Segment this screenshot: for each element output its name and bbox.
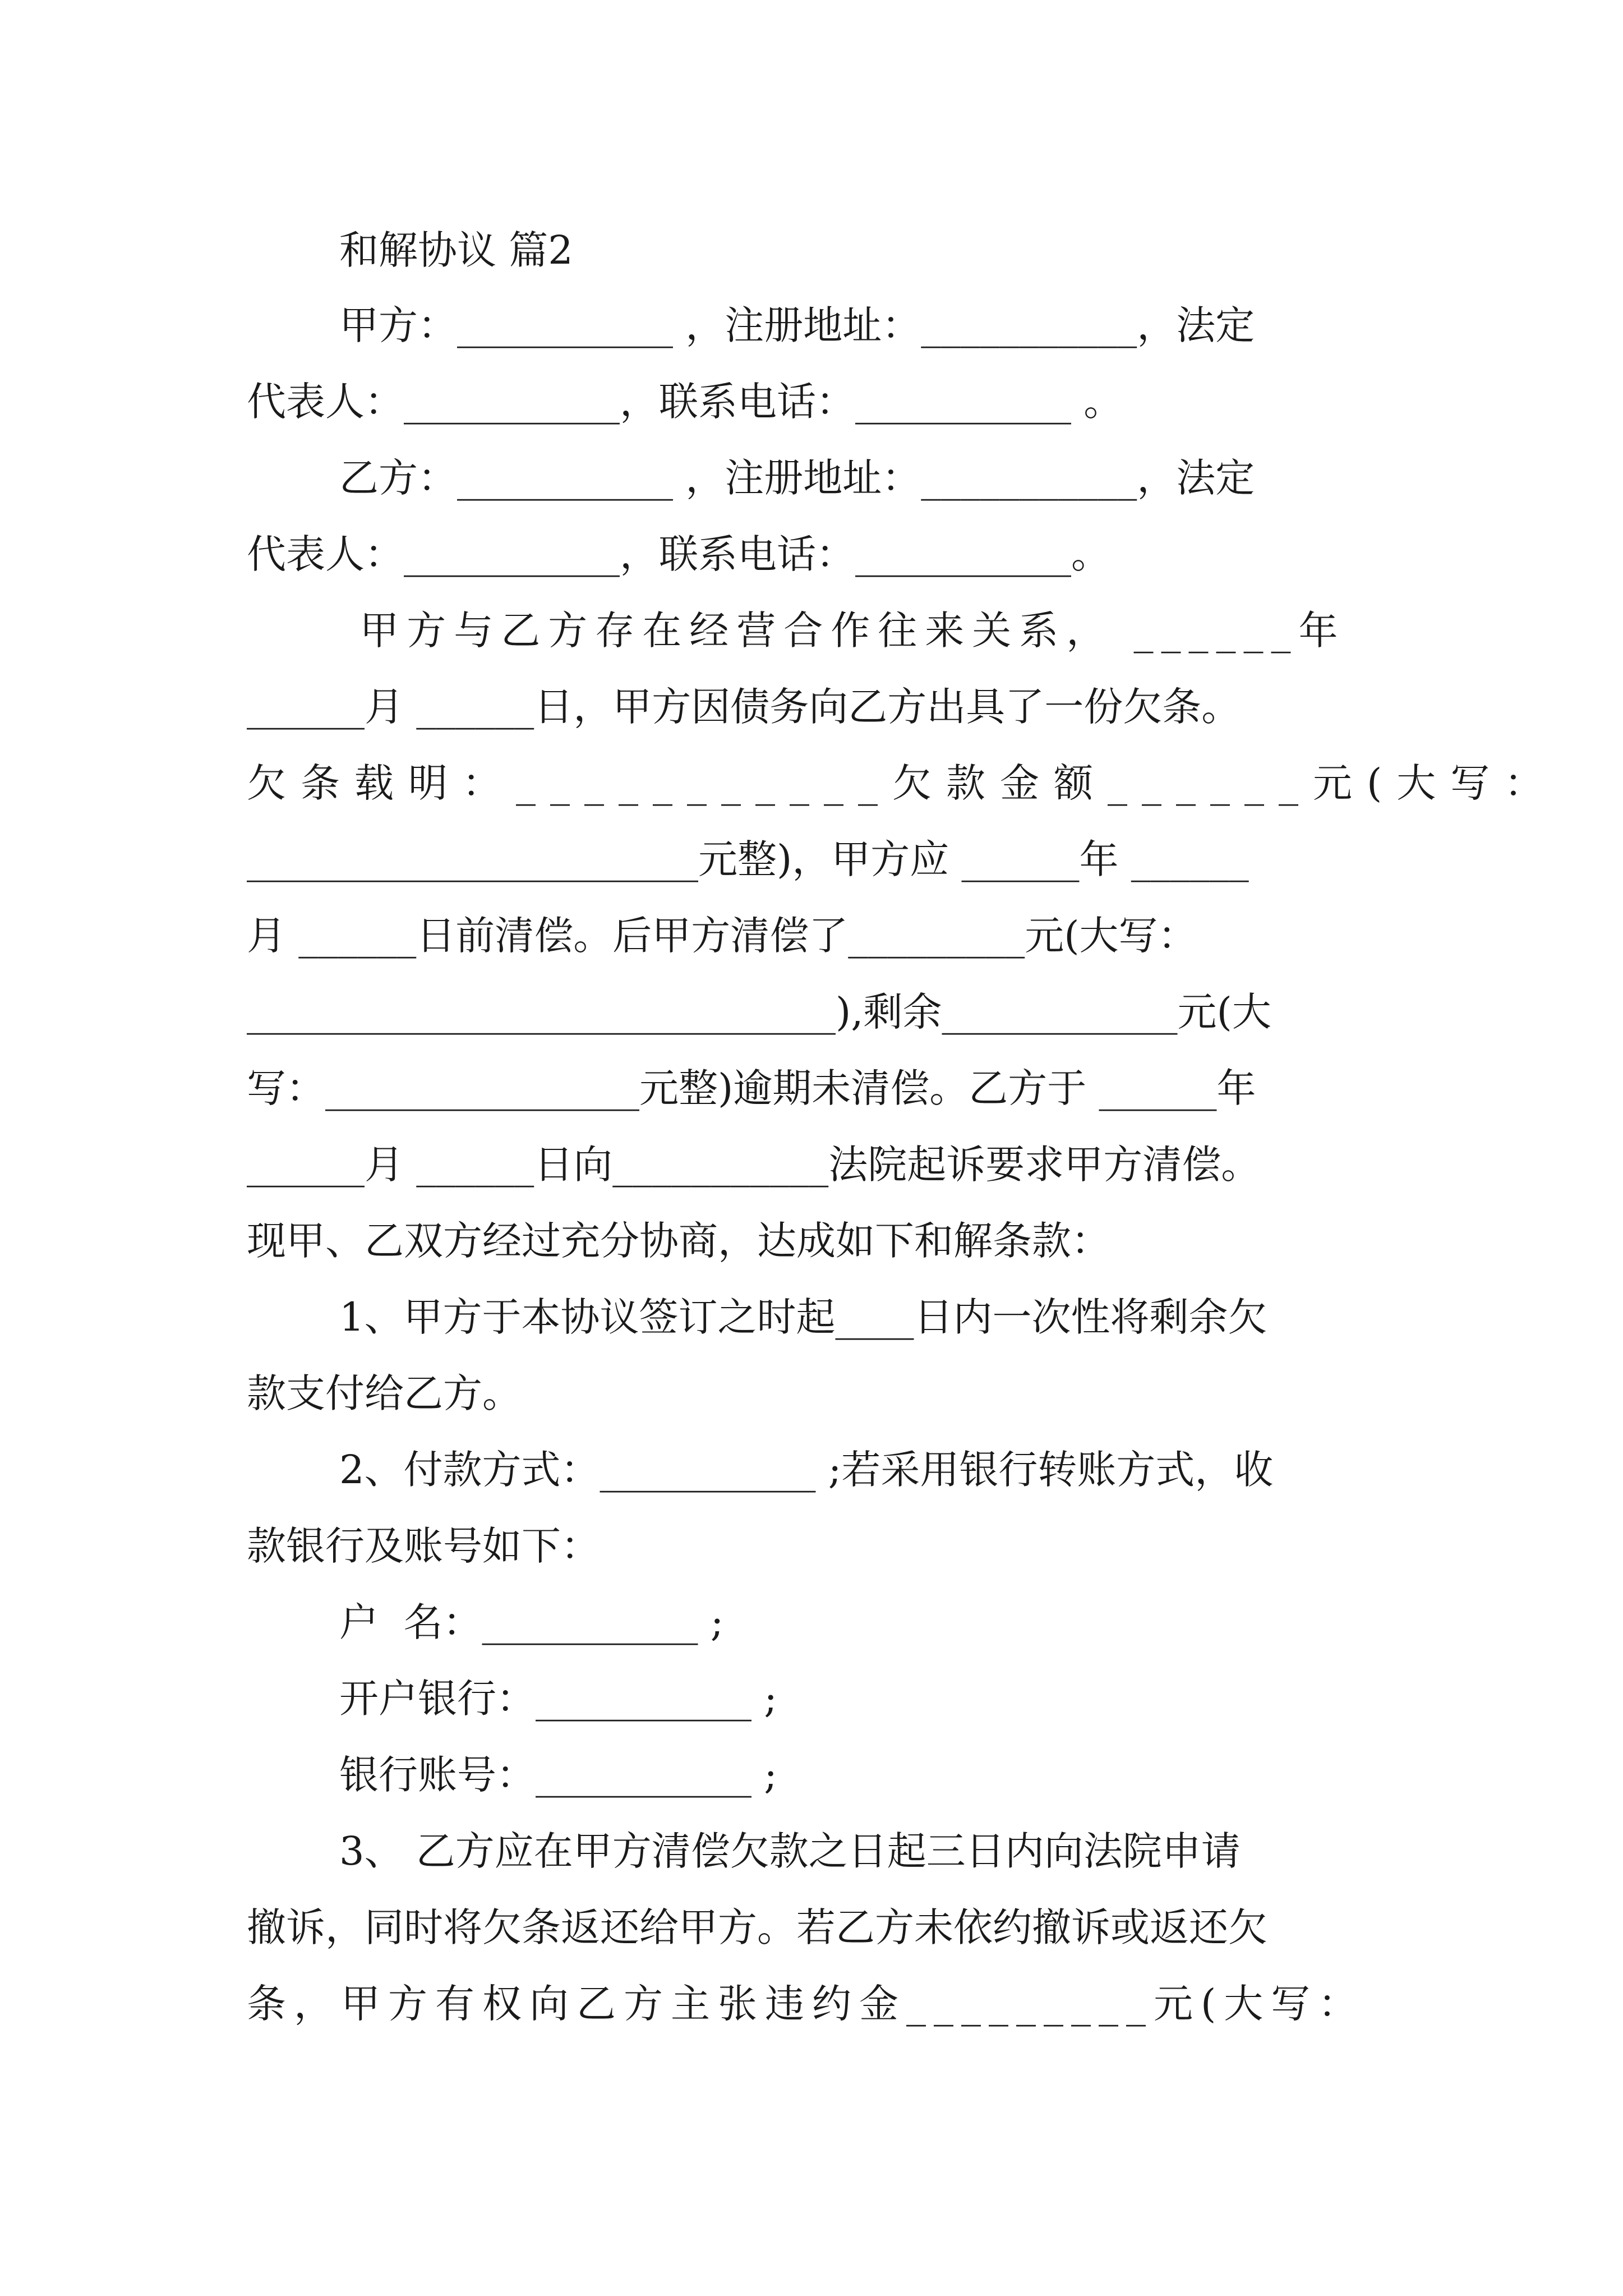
clause-3-line-1: 3、 乙方应在甲方清偿欠款之日起三日内向法院申请: [339, 1828, 1241, 1874]
paragraph-line: ______月 ______日向___________法院起诉要求甲方清偿。: [247, 1142, 1261, 1188]
account-name-line: 户 名：___________ ;: [339, 1599, 724, 1645]
paragraph-line: 欠条载明：___________欠款金额______元(大写：: [247, 760, 1559, 806]
bank-name-line: 开户银行：___________ ;: [339, 1676, 777, 1722]
party-a-line-2: 代表人：___________，联系电话：___________ 。: [247, 379, 1123, 425]
paragraph-line: 月 ______日前清偿。后甲方清偿了_________元(大写：: [247, 913, 1197, 959]
clause-3-line-2: 撤诉，同时将欠条返还给甲方。若乙方未依约撤诉或返还欠: [247, 1904, 1267, 1950]
paragraph-line: ______________________________),剩余____________元(大: [247, 989, 1271, 1035]
clause-3-line-3: 条，甲方有权向乙方主张违约金_________元(大写：: [247, 1981, 1366, 2027]
clause-2-line-2: 款银行及账号如下：: [247, 1523, 600, 1569]
paragraph-line: 写：________________元整)逾期未清偿。乙方于 ______年: [247, 1065, 1256, 1111]
paragraph-line: _______________________元整)，甲方应 ______年 ______: [247, 836, 1249, 882]
party-b-line-1: 乙方：___________ ，注册地址：___________，法定: [339, 455, 1255, 501]
paragraph-line: ______月 ______日，甲方因债务向乙方出具了一份欠条。: [247, 684, 1241, 730]
clause-1-line-1: 1、甲方于本协议签订之时起____日内一次性将剩余欠: [339, 1294, 1267, 1340]
paragraph-line: 甲方与乙方存在经营合作往来关系， ______年: [339, 608, 1346, 654]
party-b-line-2: 代表人：___________，联系电话：___________。: [247, 531, 1110, 577]
clause-2-line-1: 2、付款方式：___________ ;若采用银行转账方式，收: [339, 1447, 1274, 1493]
party-a-line-1: 甲方：___________ ，注册地址：___________，法定: [339, 302, 1255, 348]
bank-account-line: 银行账号：___________ ;: [339, 1752, 777, 1798]
clause-1-line-2: 款支付给乙方。: [247, 1370, 522, 1416]
paragraph-line: 现甲、乙双方经过充分协商，达成如下和解条款：: [247, 1218, 1110, 1264]
document-title: 和解协议 篇2: [339, 227, 573, 273]
